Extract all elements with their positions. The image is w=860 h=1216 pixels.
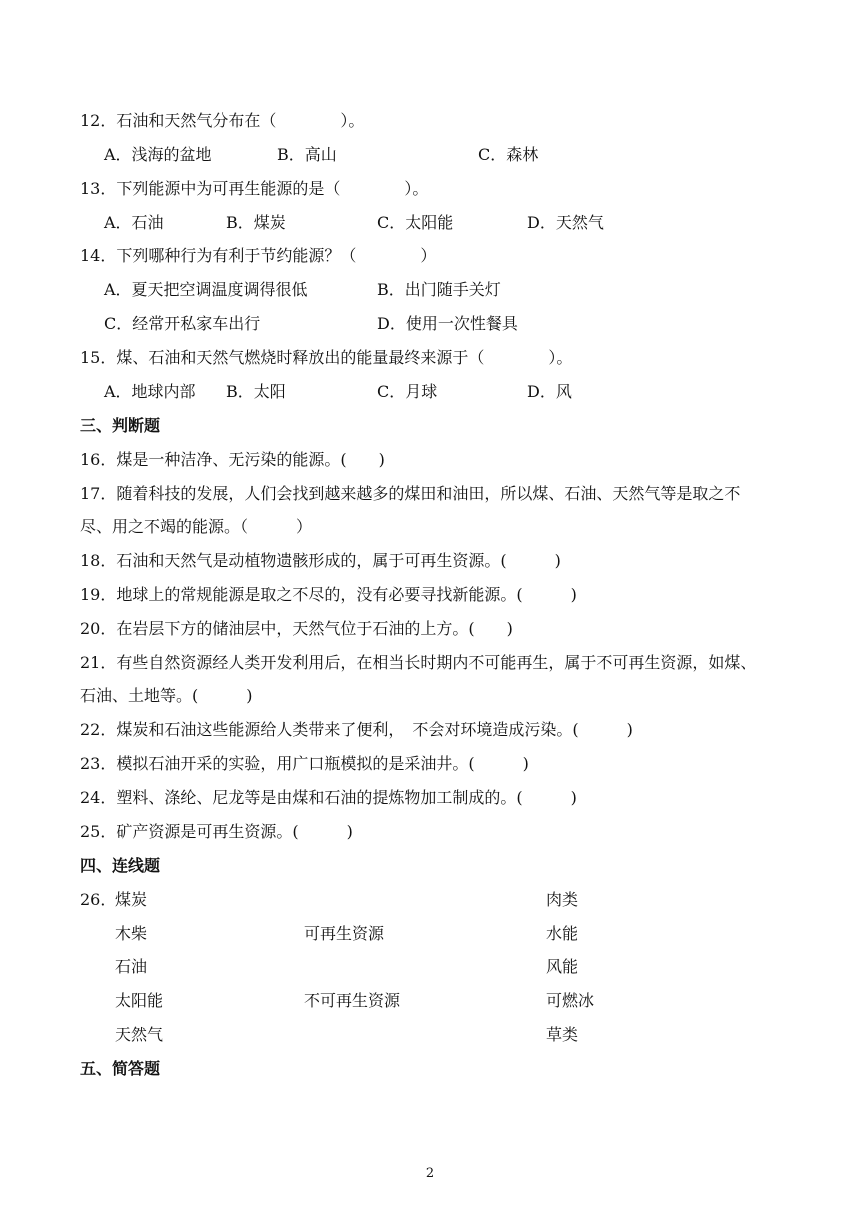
question-13-option-d: D．天然气	[527, 213, 604, 232]
question-24: 24．塑料、涤纶、尼龙等是由煤和石油的提炼物加工制成的。( )	[80, 788, 577, 807]
question-17-line-1: 17．随着科技的发展，人们会找到越来越多的煤田和油田，所以煤、石油、天然气等是取之不	[80, 484, 741, 503]
question-13-option-b: B．煤炭	[226, 213, 286, 232]
page-number: 2	[425, 1166, 435, 1181]
question-14-option-b: B．出门随手关灯	[377, 280, 501, 299]
question-15-stem: 15．煤、石油和天然气燃烧时释放出的能量最终来源于（ ）。	[80, 348, 573, 367]
question-13-option-c: C．太阳能	[377, 213, 454, 232]
match-left-item: 煤炭	[115, 890, 148, 909]
question-16: 16．煤是一种洁净、无污染的能源。( )	[80, 450, 385, 469]
question-22: 22．煤炭和石油这些能源给人类带来了便利， 不会对环境造成污染。( )	[80, 720, 633, 739]
question-19: 19．地球上的常规能源是取之不尽的，没有必要寻找新能源。( )	[80, 585, 577, 604]
question-25: 25．矿产资源是可再生资源。( )	[80, 822, 353, 841]
question-12-option-a: A．浅海的盆地	[104, 145, 212, 164]
match-left-item: 木柴	[115, 924, 148, 943]
section-heading-short-answer: 五、简答题	[80, 1059, 161, 1078]
match-left-item: 天然气	[115, 1025, 164, 1044]
question-15-option-d: D．风	[527, 382, 572, 401]
match-right-item: 水能	[546, 924, 579, 943]
match-right-item: 可燃冰	[546, 991, 595, 1010]
question-12-option-b: B．高山	[277, 145, 337, 164]
section-heading-true-false: 三、判断题	[80, 416, 161, 435]
question-17-line-2: 尽、用之不竭的能源。（ ）	[80, 517, 313, 536]
question-23: 23．模拟石油开采的实验，用广口瓶模拟的是采油井。( )	[80, 754, 529, 773]
match-middle-item: 可再生资源	[304, 924, 385, 943]
question-13-option-a: A．石油	[104, 213, 164, 232]
question-21-line-1: 21．有些自然资源经人类开发利用后，在相当长时期内不可能再生，属于不可再生资源，如煤、	[80, 653, 757, 672]
question-15-option-a: A．地球内部	[104, 382, 196, 401]
question-18: 18．石油和天然气是动植物遗骸形成的，属于可再生资源。( )	[80, 551, 561, 570]
question-14-option-c: C．经常开私家车出行	[104, 314, 261, 333]
match-right-item: 草类	[546, 1025, 579, 1044]
match-right-item: 肉类	[546, 890, 579, 909]
question-14-option-d: D．使用一次性餐具	[377, 314, 518, 333]
question-15-option-c: C．月球	[377, 382, 438, 401]
question-14-stem: 14．下列哪种行为有利于节约能源？（ ）	[80, 246, 437, 265]
match-middle-item: 不可再生资源	[304, 991, 401, 1010]
question-15-option-b: B．太阳	[226, 382, 286, 401]
match-right-item: 风能	[546, 957, 579, 976]
match-left-item: 太阳能	[115, 991, 164, 1010]
match-left-item: 石油	[115, 957, 148, 976]
question-20: 20．在岩层下方的储油层中，天然气位于石油的上方。( )	[80, 619, 513, 638]
question-12-stem: 12．石油和天然气分布在（ ）。	[80, 111, 365, 130]
question-13-stem: 13．下列能源中为可再生能源的是（ ）。	[80, 179, 429, 198]
question-26-number: 26．	[80, 890, 117, 909]
question-14-option-a: A．夏天把空调温度调得很低	[104, 280, 308, 299]
question-12-option-c: C．森林	[478, 145, 539, 164]
section-heading-matching: 四、连线题	[80, 856, 161, 875]
question-21-line-2: 石油、土地等。( )	[80, 686, 253, 705]
